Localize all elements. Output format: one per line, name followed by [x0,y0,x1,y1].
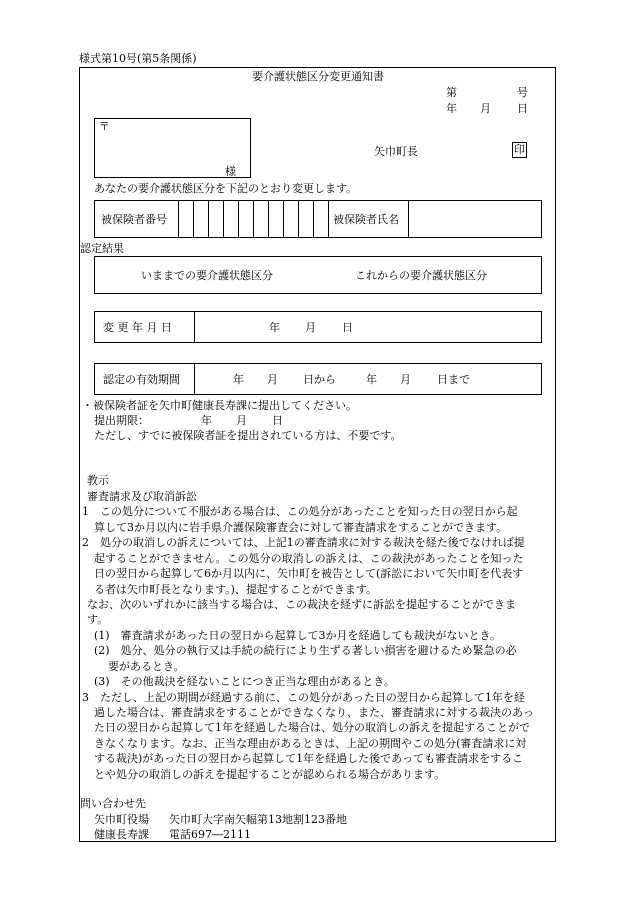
kyoji-sub2-l2: 要があるとき。 [108,660,185,673]
doc-no-go: 号 [517,86,528,99]
contact-heading: 問い合わせ先 [80,797,146,810]
kyoji-item1-l1: 1 この処分について不服がある場合は、この処分があったことを知った日の翌日から起 [82,505,518,518]
kyoji-item1-l2: 算して3か月以内に岩手県介護保険審査会に対して審査請求をすることができます。 [94,521,508,534]
date-hi: 日 [517,102,528,115]
kyoji-item3-l2: 過した場合は、審査請求をすることができなくなり、また、審査請求に対する裁決のあっ [94,706,534,719]
kyoji-item2-l2: 起することができません。この処分の取消しの訴えは、この裁決があったことを知った [94,552,524,565]
submit-line1: ・被保険者証を矢巾町健康長寿課に提出してください。 [82,399,357,412]
change-date-nen: 年 [269,321,280,334]
document-title: 要介護状態区分変更通知書 [252,70,384,83]
kyoji-item3-l4: きなくなります。なお、正当な理由があるときは、上記の期間やこの処分(審査請求に対 [94,737,527,750]
contact-office: 矢巾町役場 [94,813,149,826]
insured-name-label: 被保険者氏名 [333,213,399,226]
kyoji-item3-l3: た日の翌日から起算して1年を経過した場合は、処分の取消しの訴えを提起することがで [94,721,530,734]
seal-mark: 印 [514,143,525,156]
kyoji-item2-l3: 日の翌日から起算して6か月以内に、矢巾町を被告として(訴訟において矢巾町を代表す [94,567,524,580]
doc-no-dai: 第 [446,86,457,99]
issuer-name: 矢巾町長 [374,145,418,158]
level-after-label: これからの要介護状態区分 [355,269,487,282]
kyoji-item3-l6: とや処分の取消しの訴えを提起することが認められる場合があります。 [94,768,446,781]
sama-label: 様 [225,165,236,178]
contact-address: 矢巾町大字南矢幅第13地割123番地 [169,813,347,826]
validity-nen1: 年 [233,373,244,386]
kyoji-item2-l1: 2 処分の取消しの訴えについては、上記1の審査請求に対する裁決を経た後でなければ提 [82,536,525,549]
kyoji-sub1: (1) 審査請求があった日の翌日から起算して3か月を経過しても裁決がないとき。 [94,629,502,642]
contact-phone: 電話697―2111 [169,828,251,841]
intro-text: あなたの要介護状態区分を下記のとおり変更します。 [94,182,358,195]
submit-hi: 日 [272,414,283,427]
kyoji-item2-l6: す。 [87,613,109,626]
nintei-kekka-label: 認定結果 [80,242,124,255]
submit-nen: 年 [201,414,212,427]
contact-dept: 健康長寿課 [94,828,149,841]
validity-hi-made: 日まで [437,373,470,386]
postal-mark: 〒 [99,120,110,133]
validity-tsuki1: 月 [267,373,278,386]
form-id: 様式第10号(第5条関係) [79,52,197,65]
validity-hi-kara: 日から [303,373,336,386]
submit-tsuki: 月 [236,414,247,427]
validity-nen2: 年 [366,373,377,386]
change-date-hi: 日 [342,321,353,334]
validity-label: 認定の有効期間 [103,373,180,386]
kyoji-sub2-l1: (2) 処分、処分の執行又は手続の続行により生ずる著しい損害を避けるため緊急の必 [94,644,517,657]
kyoji-heading: 教示 [87,474,109,487]
change-date-box [94,311,542,343]
submit-line3: ただし、すでに被保険者証を提出されている方は、不要です。 [94,429,402,442]
change-date-tsuki: 月 [305,321,316,334]
date-nen: 年 [446,102,457,115]
kyoji-item3-l1: 3 ただし、上記の期間が経過する前に、この処分があった日の翌日から起算して1年を経 [82,691,525,704]
insured-table [94,200,542,238]
validity-box [94,363,542,395]
kyoji-sub3: (3) その他裁決を経ないことにつき正当な理由があるとき。 [94,675,395,688]
validity-tsuki2: 月 [400,373,411,386]
kyoji-item3-l5: する裁決)があった日の翌日から起算して1年を経過した後であっても審査請求をするこ [94,752,524,765]
kyoji-subheading: 審査請求及び取消訴訟 [87,490,197,503]
level-before-label: いままでの要介護状態区分 [141,269,273,282]
kyoji-item2-l4: る者は矢巾町長となります。)、提起することができます。 [94,583,378,596]
insured-number-label: 被保険者番号 [101,213,167,226]
submit-deadline-label: 提出期限： [94,414,149,427]
change-date-label: 変 更 年 月 日 [103,321,172,334]
care-level-box [94,256,542,294]
date-tsuki: 月 [480,102,491,115]
kyoji-item2-l5: なお、次のいずれかに該当する場合は、この裁決を経ずに訴訟を提起することができま [87,598,516,611]
